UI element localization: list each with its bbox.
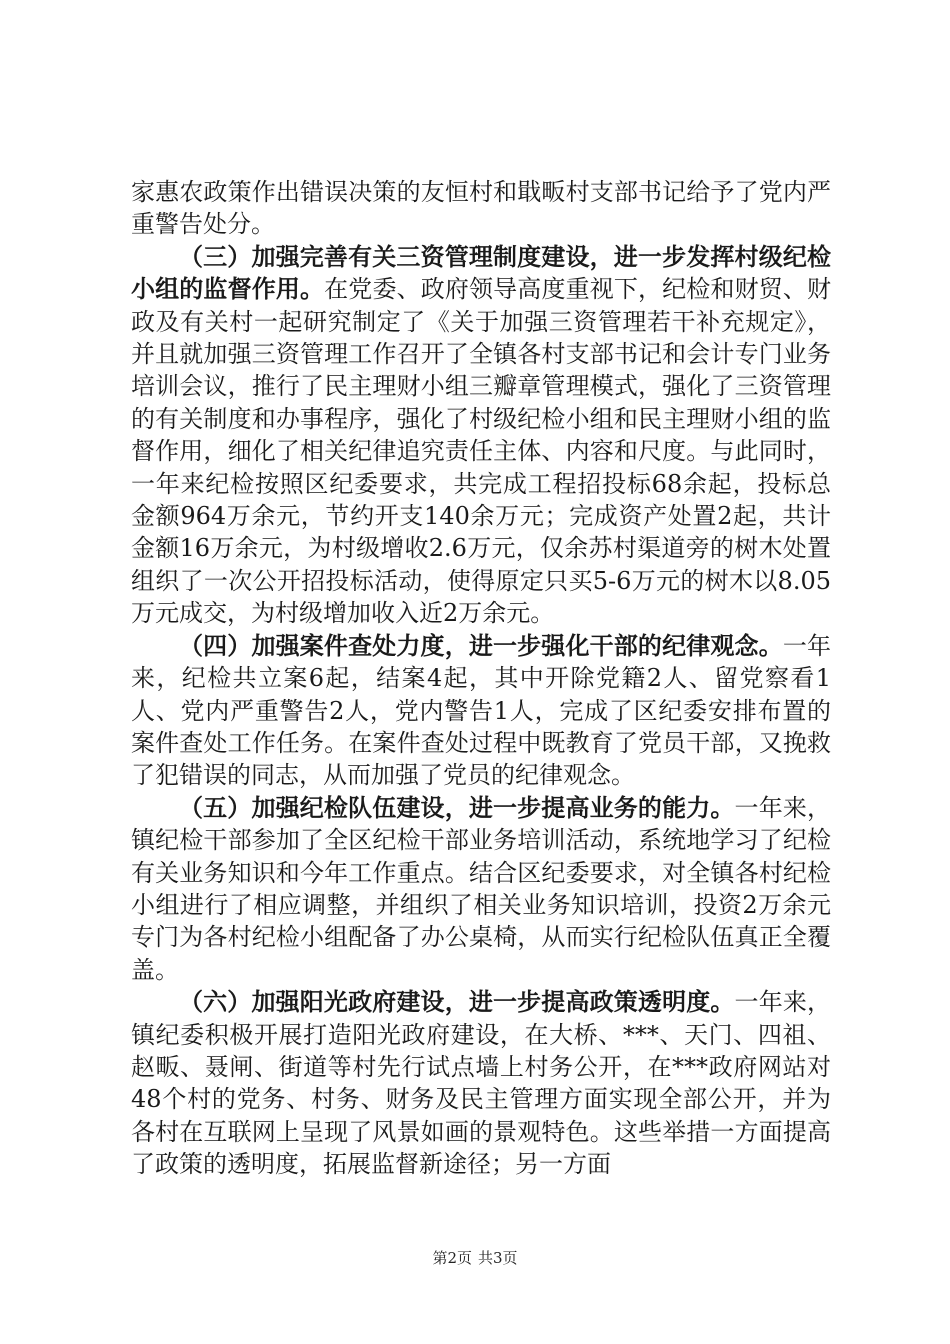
page-number: 第2页 [432, 1249, 472, 1267]
section-heading: （六）加强阳光政府建设，进一步提高政策透明度。 [179, 987, 735, 1017]
paragraph-section-5 [131, 792, 831, 986]
section-heading: （五）加强纪检队伍建设，进一步提高业务的能力。 [179, 792, 735, 822]
page-total: 共3页 [478, 1249, 518, 1267]
paragraph-section-4 [131, 630, 831, 792]
paragraph-text: 家惠农政策作出错误决策的友恒村和戢畈村支部书记给予了党内严重警告处分。 [131, 178, 831, 239]
paragraph-continuation [131, 176, 831, 241]
page-footer [0, 1247, 950, 1268]
section-heading: （四）加强案件查处力度，进一步强化干部的纪律观念。 [179, 630, 783, 660]
paragraph-text: 在党委、政府领导高度重视下，纪检和财贸、财政及有关村一起研究制定了《关于加强三资管理若干补充规定》，并且就加强三资管理工作召开了全镇各村支部书记和会计专门业务培训会议，推行了民主理财小组三瓣章管理模式，强化了三资管理的有关制度和办事程序，强化了村级纪检小组和民主理财小组的监督作用，细化了相关纪律追究责任主体、内容和尺度。与此同时，一年来纪检按照区纪委要求，共完成工程招投标68余起，投标总金额964万余元，节约开支140余万元；完成资产处置2起，共计金额16万余元，为村级增收2.6万元，仅余苏村渠道旁的树木处置组织了一次公开招投标活动，使得原定只买5-6万元的树木以8.05万元成交，为村级增加收入近2万余元。 [131, 275, 832, 628]
paragraph-text: 一年来，镇纪检干部参加了全区纪检干部业务培训活动，系统地学习了纪检有关业务知识和今年工作重点。结合区纪委要求，对全镇各村纪检小组进行了相应调整，并组织了相关业务知识培训，投资2万余元专门为各村纪检小组配备了办公桌椅，从而实行纪检队伍真正全覆盖。 [131, 793, 832, 984]
paragraph-section-6 [131, 986, 831, 1180]
document-body [131, 176, 831, 1181]
paragraph-text: 一年来，镇纪委积极开展打造阳光政府建设，在大桥、***、天门、四祖、赵畈、聂闸、街道等村先行试点墙上村务公开，在***政府网站对48个村的党务、村务、财务及民主管理方面实现全部公开，并为各村在互联网上呈现了风景如画的景观特色。这些举措一方面提高了政策的透明度，拓展监督新途径；另一方面 [131, 988, 832, 1179]
paragraph-text: 一年来，纪检共立案6起，结案4起，其中开除党籍2人、留党察看1人、党内严重警告2人，党内警告1人，完成了区纪委安排布置的案件查处工作任务。在案件查处过程中既教育了党员干部，又挽救了犯错误的同志，从而加强了党员的纪律观念。 [131, 631, 832, 790]
paragraph-section-3 [131, 241, 831, 630]
section-heading: （三）加强完善有关三资管理制度建设，进一步发挥村级纪检小组的监督作用。 [131, 241, 831, 304]
